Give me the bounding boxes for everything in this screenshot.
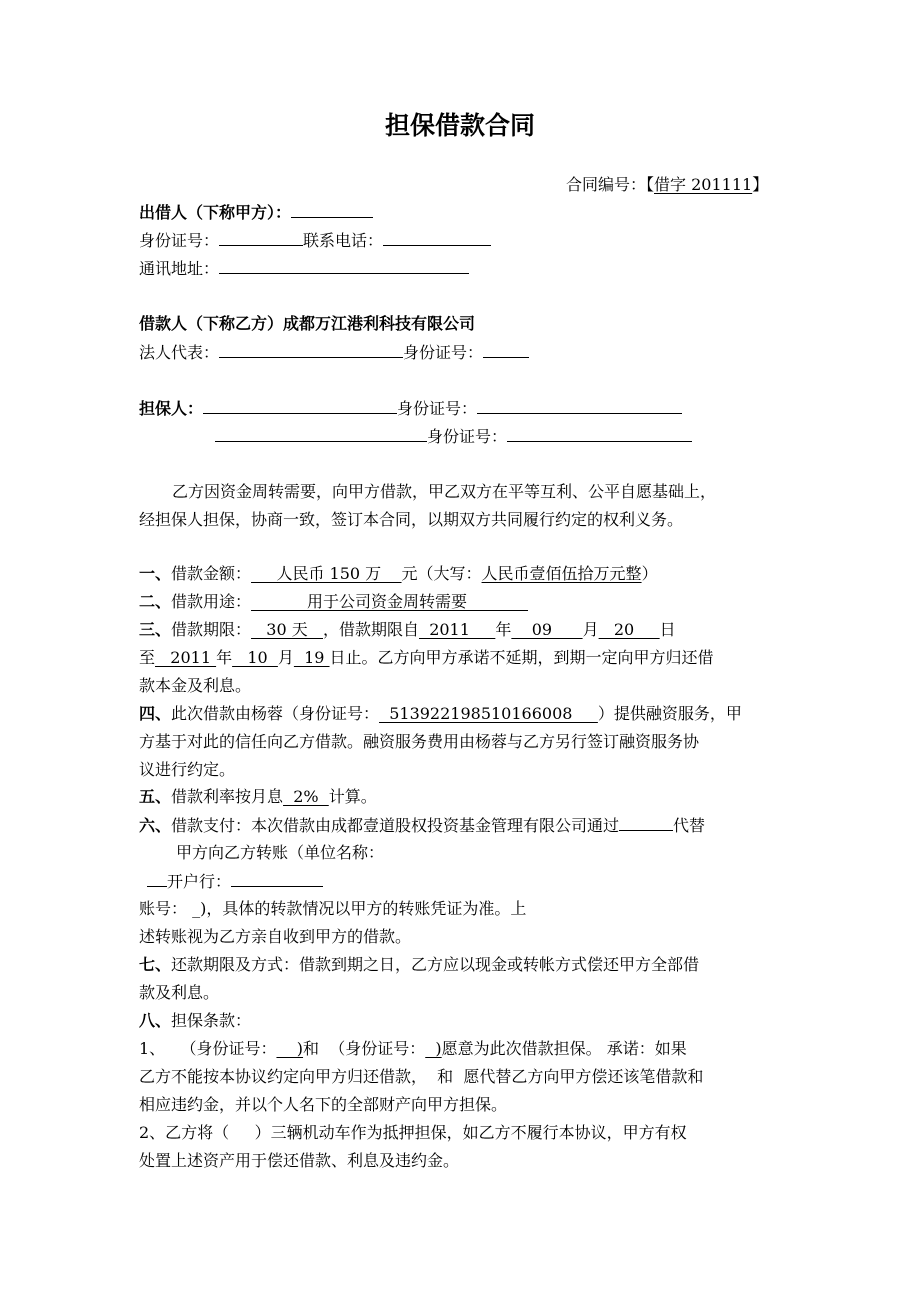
contract-number: 合同编号：【借字 201111】 — [566, 175, 769, 194]
lender-name-blank — [291, 202, 373, 218]
section-loan-term-line-2: 至 2011 年 10 月 19 日止。乙方向甲方承诺不延期，到期一定向甲方归还借 — [139, 648, 714, 667]
guarantor-line-1: 担保人： 身份证号： — [139, 398, 682, 419]
intro-line-1: 乙方因资金周转需要，向甲方借款，甲乙双方在平等互利、公平自愿基础上， — [172, 482, 717, 501]
guarantee-clause-1-line-2: 乙方不能按本协议约定向甲方归还借款， 和 愿代替乙方向甲方偿还该笔借款和 — [139, 1067, 704, 1086]
section-repayment-line-2: 款及利息。 — [139, 983, 220, 1002]
section-loan-amount: 一、借款金额： 人民币 150 万 元（大写：人民币壹佰伍拾万元整） — [139, 564, 658, 583]
section-financing-line-3: 议进行约定。 — [139, 760, 236, 779]
guarantor-line-2: 身份证号： — [215, 426, 692, 447]
guarantee-clause-2-line-2: 处置上述资产用于偿还借款、利息及违约金。 — [139, 1151, 460, 1170]
section-loan-term-line-3: 款本金及利息。 — [139, 676, 252, 695]
lender-address-line: 通讯地址： — [139, 258, 469, 279]
section-payment-line-4: 账号： _)，具体的转款情况以甲方的转账凭证为准。上 — [139, 899, 527, 918]
section-loan-payment: 六、借款支付：本次借款由成都壹道股权投资基金管理有限公司通过 代替 — [139, 816, 706, 835]
section-guarantee: 八、担保条款： — [139, 1011, 252, 1030]
section-interest-rate: 五、借款利率按月息 2% 计算。 — [139, 787, 377, 806]
document-title: 担保借款合同 — [384, 111, 535, 140]
section-financing-service: 四、此次借款由杨蓉（身份证号： 513922198510166008 ）提供融资服务，甲 — [139, 704, 742, 723]
lender-line: 出借人（下称甲方）： — [139, 202, 373, 223]
intro-line-2: 经担保人担保，协商一致，签订本合同，以期双方共同履行约定的权利义务。 — [139, 510, 684, 529]
section-loan-term: 三、借款期限： 30 天 ，借款期限自 2011 年 09 月 20 日 — [139, 620, 676, 639]
section-repayment: 七、还款期限及方式：借款到期之日，乙方应以现金或转帐方式偿还甲方全部借 — [139, 955, 700, 974]
borrower-rep-line: 法人代表： 身份证号： — [139, 342, 529, 363]
section-payment-line-5: 述转账视为乙方亲自收到甲方的借款。 — [139, 927, 412, 946]
section-loan-purpose: 二、借款用途： 用于公司资金周转需要 — [139, 592, 529, 611]
borrower-line: 借款人（下称乙方）成都万江港利科技有限公司 — [139, 314, 476, 333]
guarantee-clause-1-line-3: 相应违约金，并以个人名下的全部财产向甲方担保。 — [139, 1095, 508, 1114]
lender-id-phone-line: 身份证号： 联系电话： — [139, 230, 491, 251]
section-financing-line-2: 方基于对此的信任向乙方借款。融资服务费用由杨蓉与乙方另行签订融资服务协 — [139, 732, 700, 751]
guarantee-clause-2: 2、乙方将（ ）三辆机动车作为抵押担保，如乙方不履行本协议，甲方有权 — [139, 1123, 687, 1142]
section-payment-line-2: 甲方向乙方转账（单位名称： — [176, 843, 385, 862]
guarantee-clause-1: 1、 （身份证号： )和 （身份证号： )愿意为此次借款担保。 承诺：如果 — [139, 1039, 687, 1058]
section-payment-line-3: 开户行： — [147, 871, 323, 892]
